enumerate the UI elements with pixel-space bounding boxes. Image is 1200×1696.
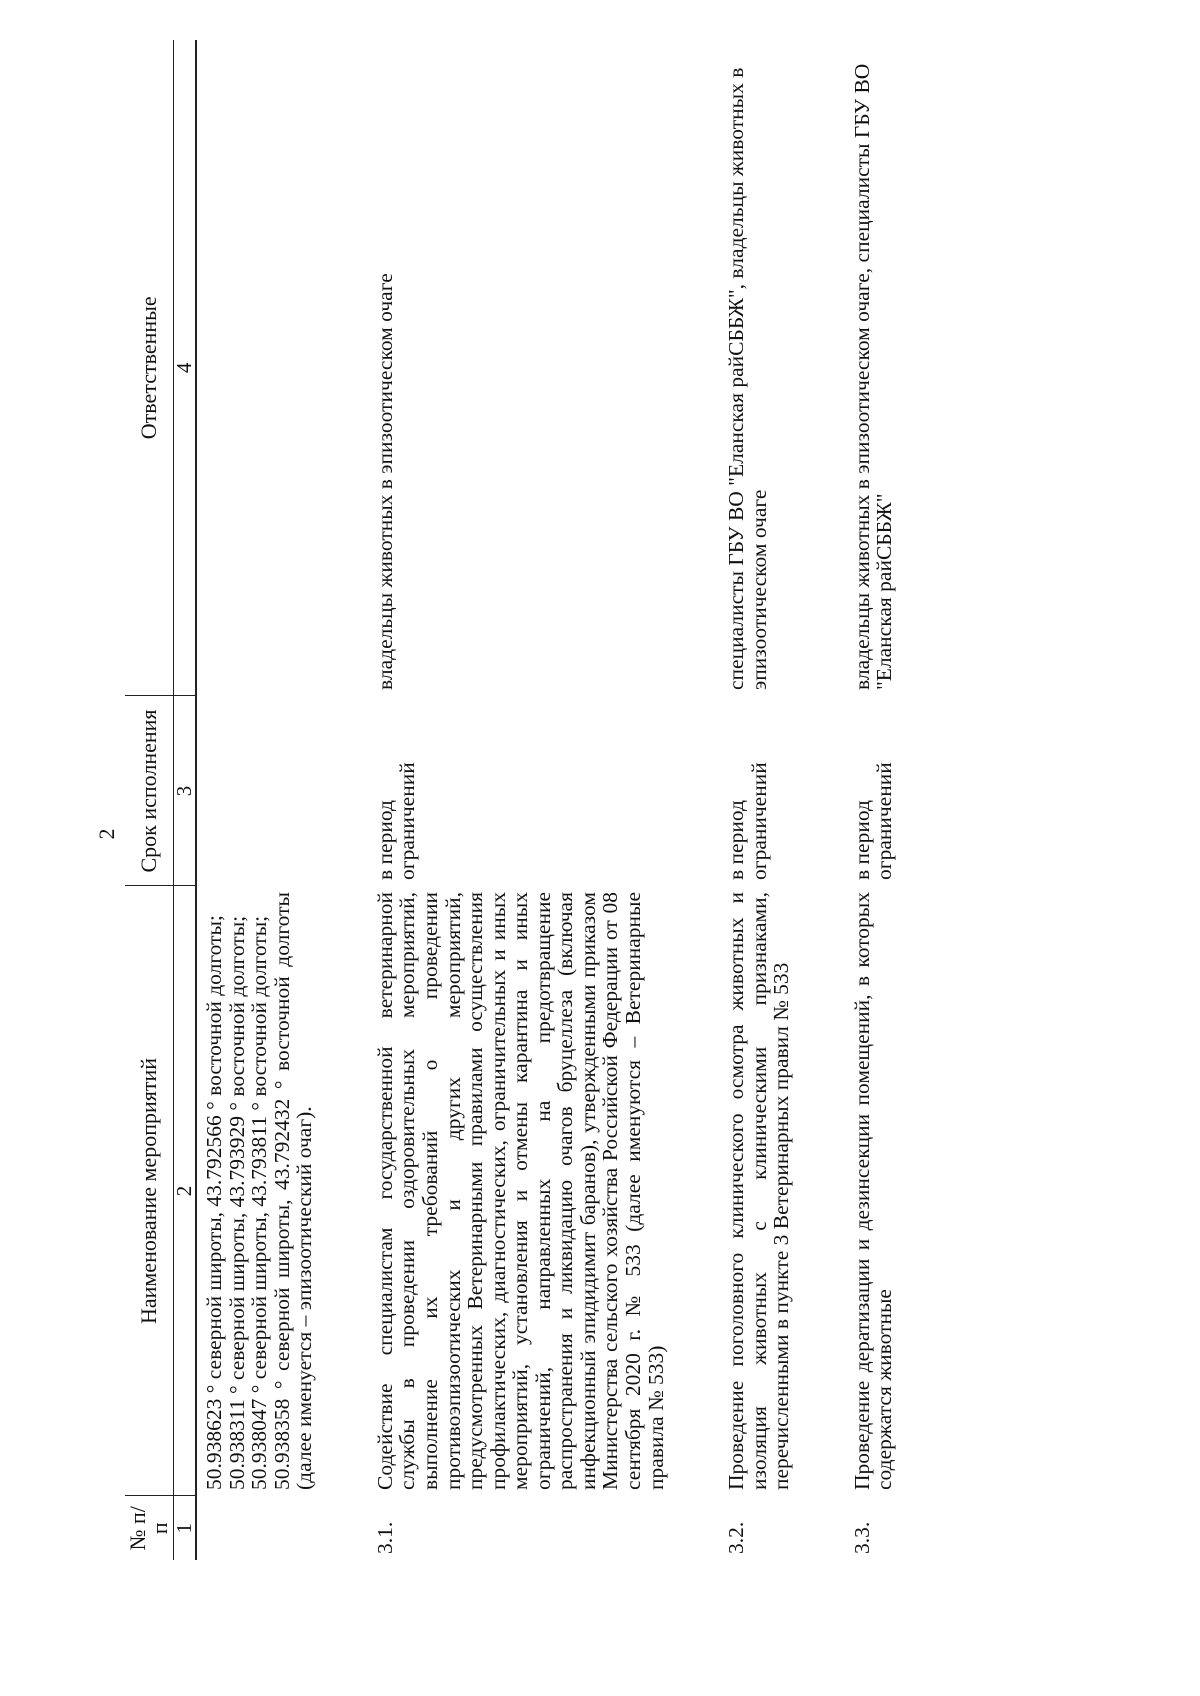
table-row: [845, 40, 902, 1560]
coordinate-line: 50.938311 ° северной широты, 43.793929 ° восточной долготы;: [224, 915, 249, 1490]
rotated-page-content: [125, 40, 1045, 1560]
header-term: Срок исполнения: [125, 696, 174, 886]
row-action: Проведение поголовного клинического осмотра животных и изоляция животных с клиническими признаками, перечисленными в пункте 3 Ветеринарных правил № 533: [724, 892, 794, 1490]
column-number: 4: [174, 40, 197, 696]
row-action: Проведение дератизации и дезинсекции помещений, в которых содержатся животные: [849, 892, 897, 1490]
row-number: 3.2.: [724, 1521, 749, 1554]
table-row: [719, 40, 799, 1560]
coordinate-line: 50.938623 ° северной широты, 43.792566 ° восточной долготы;: [202, 915, 226, 1490]
column-number: 3: [174, 696, 197, 886]
header-responsible: Ответственные: [125, 40, 174, 696]
column-number-row: [174, 40, 197, 1560]
header-number: № п/п: [125, 1496, 174, 1560]
table-header-row: [125, 40, 174, 1560]
row-responsible: владельцы животных в эпизоотическом очаге, специалисты ГБУ ВО "Еланская райСББЖ": [849, 63, 897, 690]
page-number: 2: [94, 828, 119, 840]
row-term: в период ограничений: [849, 762, 897, 880]
row-number: 3.3.: [849, 1521, 874, 1554]
row-term: в период ограничений: [724, 762, 771, 880]
coordinate-line: 50.938047 ° северной широты, 43.793811 ° восточной долготы;: [247, 915, 272, 1490]
coordinate-line: 50.938358 ° северной широты, 43.792432 ° восточной долготы (далее именуется – эпизоотический очаг).: [269, 892, 317, 1490]
column-number: 2: [174, 886, 197, 1496]
row-responsible: владельцы животных в эпизоотическом очаге: [372, 273, 397, 690]
row-action: Содействие специалистам государственной ветеринарной службы в проведении оздоровительных мероприятий, выполнение их требований о проведении противоэпизоотических и других мероприятий, предусмотренных Ветеринарными правилами осуществления профилактических, диагностических, ограничительных и иных мероприятий, установления и отмены карантина и иных ограничений, направленных на предотвращение распространения и ликвидацию очагов бруцеллеза (включая инфекционный эпидидимит баранов), утвержденными приказом Министерства сельского хозяйства Российской Федерации от 08 сентября 2020 г. № 533 (далее именуются – Ветеринарные правила № 533): [372, 892, 668, 1490]
table-row: [368, 40, 673, 1560]
header-action: Наименование мероприятий: [125, 886, 174, 1496]
column-number: 1: [174, 1496, 197, 1560]
row-term: в период ограничений: [372, 762, 420, 880]
continuation-row: [196, 40, 322, 1560]
row-responsible: специалисты ГБУ ВО "Еланская райСББЖ", владельцы животных в эпизоотическом очаге: [724, 67, 771, 690]
row-number: 3.1.: [372, 1521, 397, 1554]
coordinates-text: [196, 886, 322, 1496]
measures-table: [125, 40, 902, 1560]
